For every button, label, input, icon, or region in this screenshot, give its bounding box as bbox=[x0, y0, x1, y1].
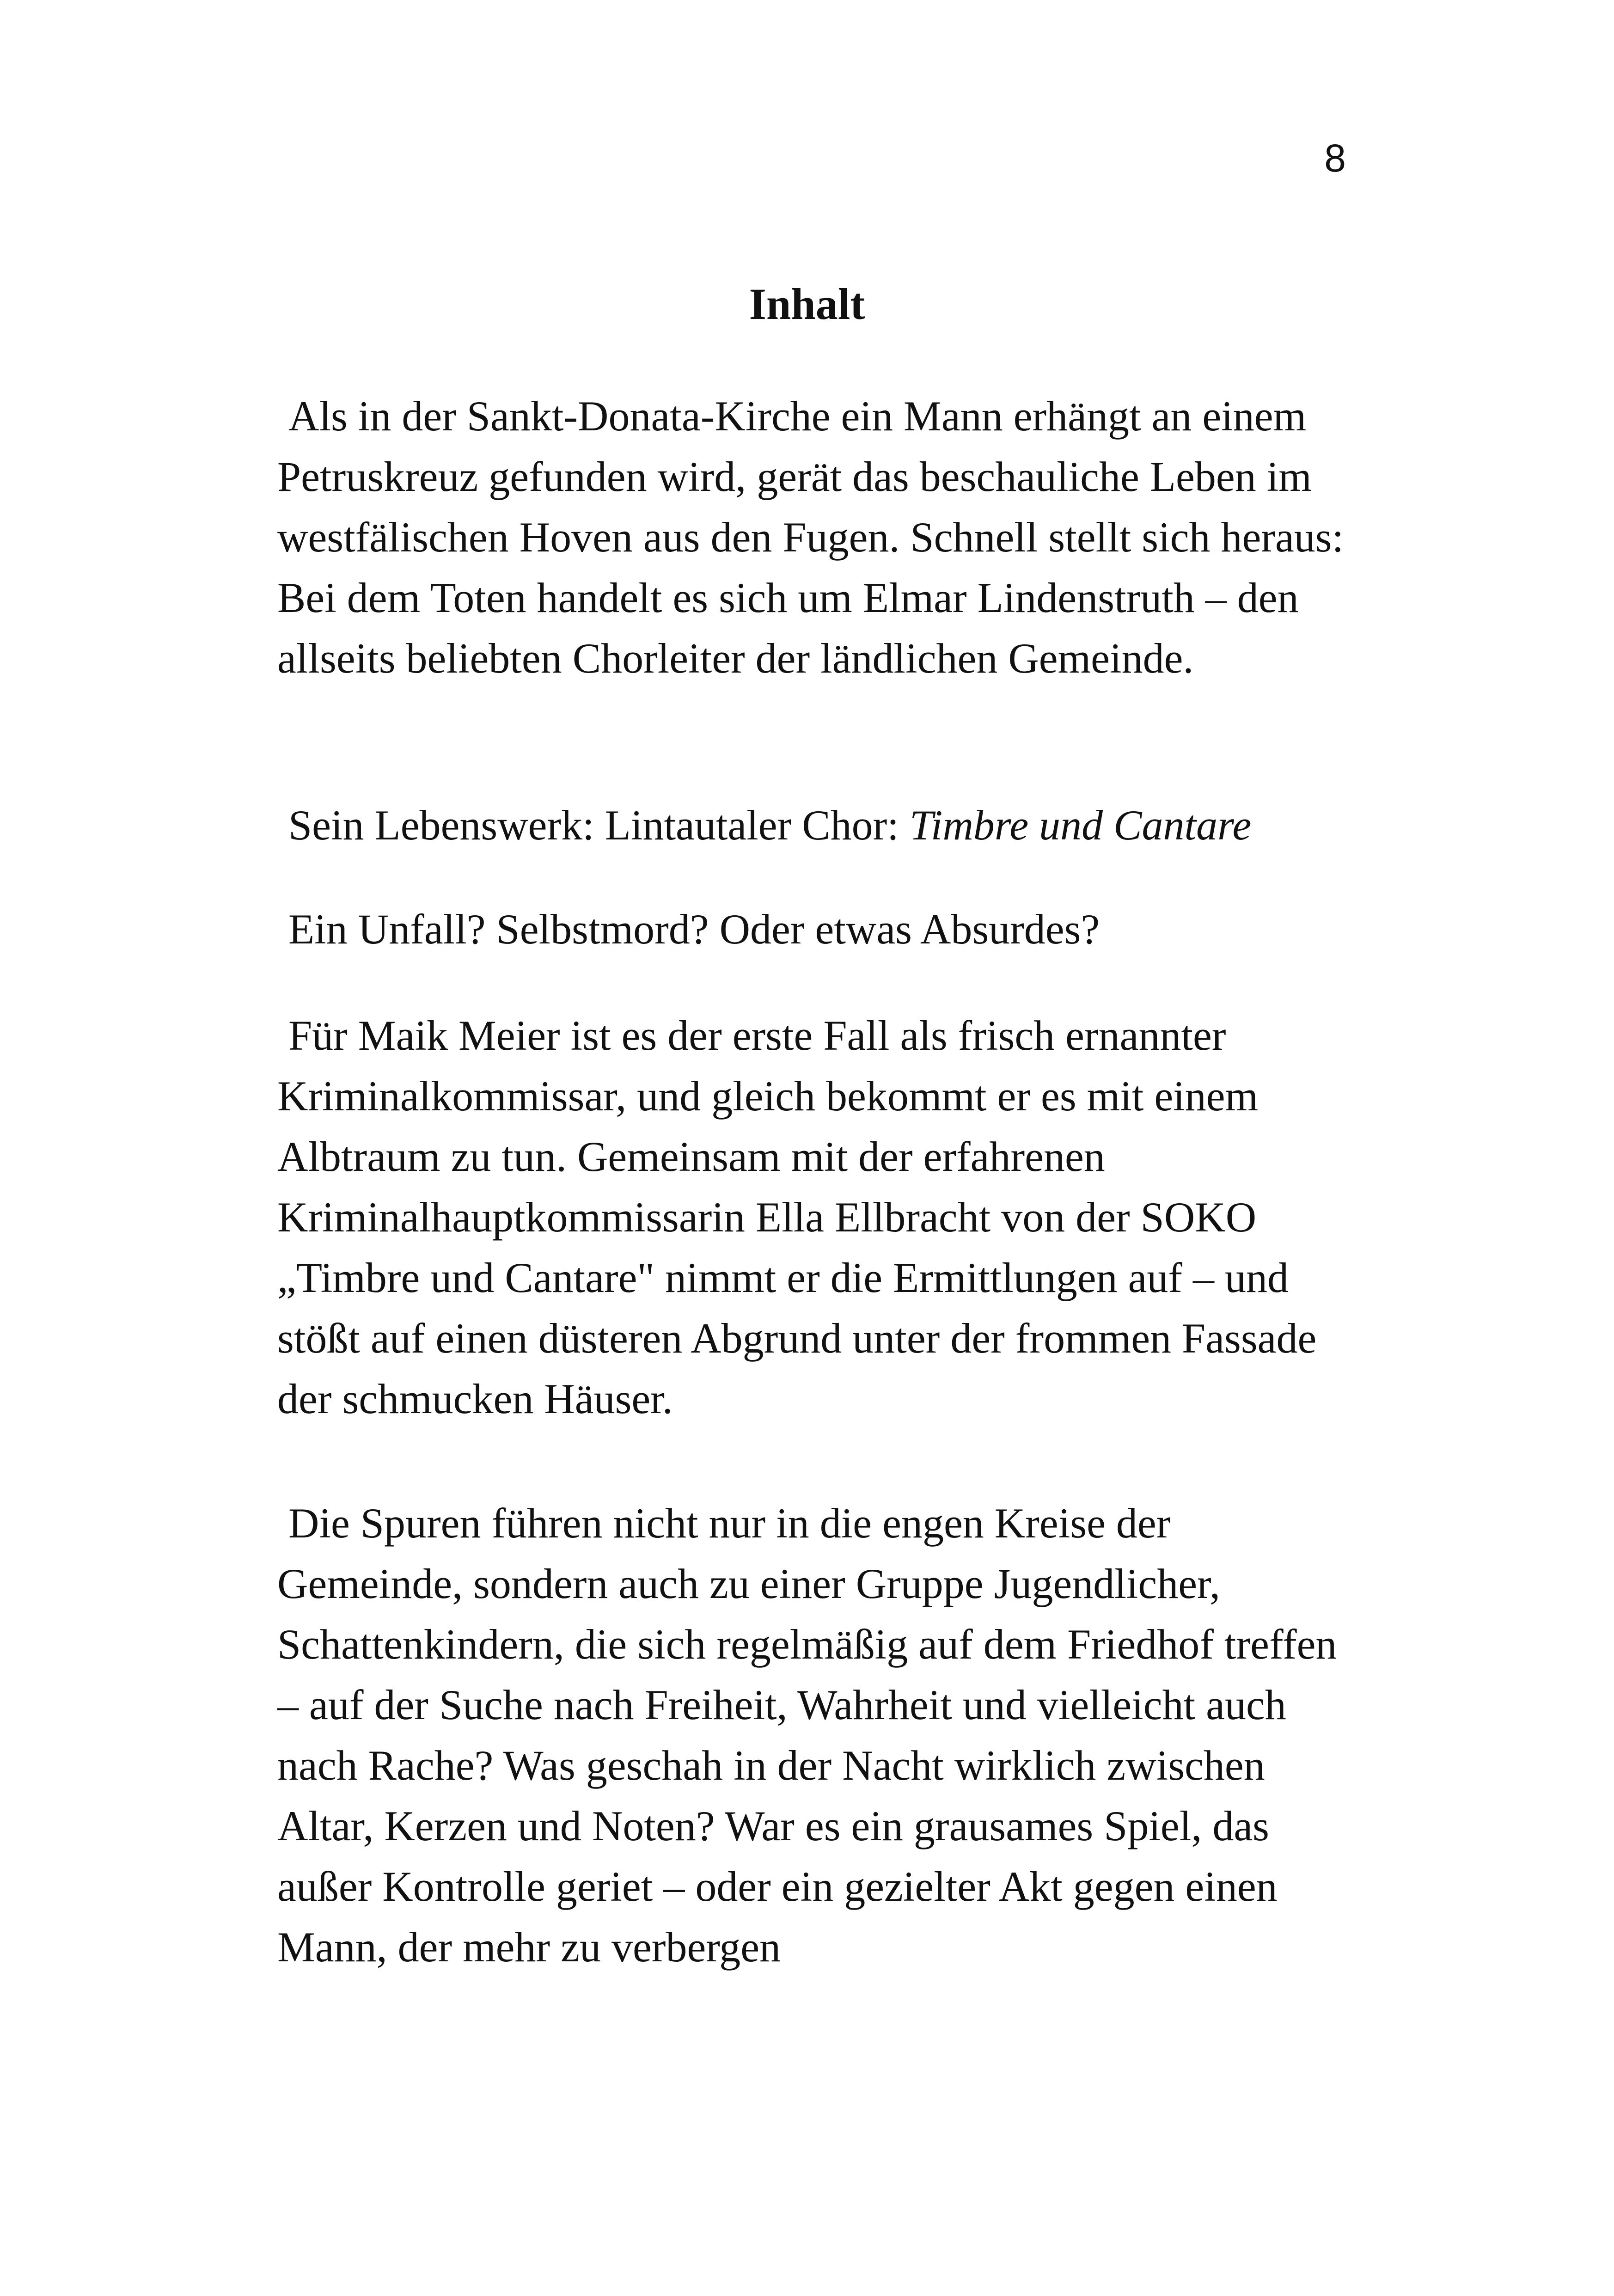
paragraph-traces bbox=[277, 1493, 1350, 1978]
paragraph-questions bbox=[277, 899, 1350, 960]
paragraph-investigation-text: Für Maik Meier ist es der erste Fall als frisch ernannter Kriminalkommissar, und gleich bekommt er es mit einem Albtraum zu tun. Gemeinsam mit der erfahrenen Kriminalhauptkommissarin Ella Ellbracht von der SOKO „Timbre und Cantare" nimmt er die Ermittlungen auf – und stößt auf einen düsteren Abgrund unter der frommen Fassade der schmucken Häuser. bbox=[277, 1012, 1317, 1422]
paragraph-questions-text: Ein Unfall? Selbstmord? Oder etwas Absurdes? bbox=[288, 906, 1100, 953]
section-heading: Inhalt bbox=[749, 279, 865, 329]
paragraph-traces-text: Die Spuren führen nicht nur in die engen Kreise der Gemeinde, sondern auch zu einer Gruppe Jugendlicher, Schattenkindern, die sich regelmäßig auf dem Friedhof treffen – auf der Suche nach Freiheit, Wahrheit und vielleicht auch nach Rache? Was geschah in der Nacht wirklich zwischen Altar, Kerzen und Noten? War es ein grausames Spiel, das außer Kontrolle geriet – oder ein gezielter Akt gegen einen Mann, der mehr zu verbergen bbox=[277, 1500, 1337, 1971]
choir-name-italic: Timbre und Cantare bbox=[909, 802, 1252, 849]
page-number: 8 bbox=[1324, 136, 1346, 180]
paragraph-lebenswerk-prefix: Sein Lebenswerk: Lintautaler Chor: bbox=[288, 802, 910, 849]
paragraph-intro bbox=[277, 386, 1350, 689]
paragraph-investigation bbox=[277, 1005, 1350, 1429]
paragraph-lebenswerk bbox=[277, 795, 1350, 856]
paragraph-intro-text: Als in der Sankt-Donata-Kirche ein Mann erhängt an einem Petruskreuz gefunden wird, gerät das beschauliche Leben im westfälischen Hoven aus den Fugen. Schnell stellt sich heraus: Bei dem Toten handelt es sich um Elmar Lindenstruth – den allseits beliebten Chorleiter der ländlichen Gemeinde. bbox=[277, 392, 1344, 682]
